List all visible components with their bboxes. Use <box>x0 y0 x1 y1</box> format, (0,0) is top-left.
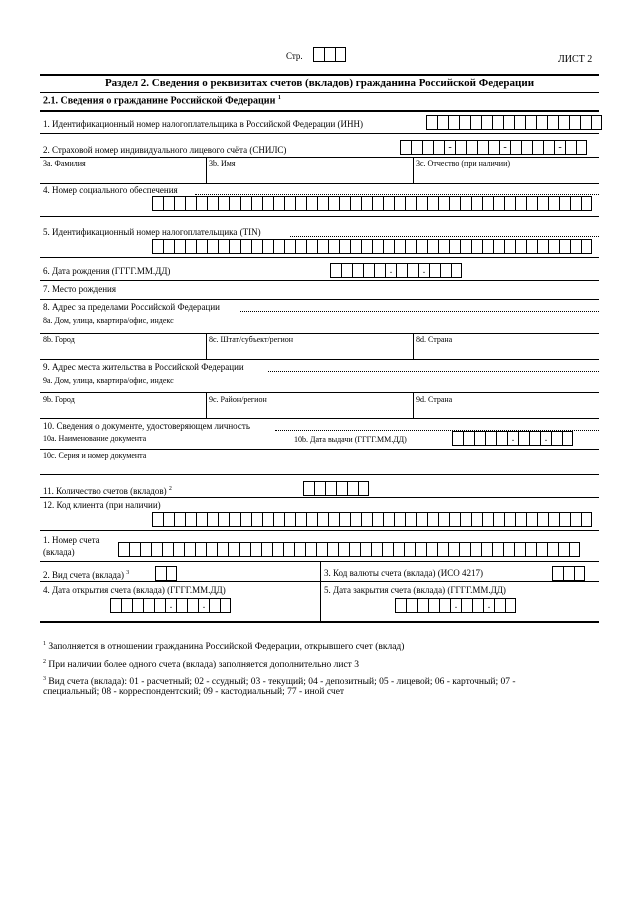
footnote-3: $^3$ Вид счета (вклада): 01 - расчетный; 02 - ссудный; 03 - текущий; 04 - депозитный; 05 - лицевой; 06 - карточный; 07 - <box>43 676 516 688</box>
inn-cells[interactable] <box>426 115 602 130</box>
footnote-2: $^2$ При наличии более одного счета (вклада) заполняется дополнительно лист 3 <box>43 659 359 671</box>
page-number-label: Стр. <box>286 51 303 61</box>
inn-label: 1. Идентификационный номер налогоплательщика в Российской Федерации (ИНН) <box>43 119 364 129</box>
foreign-city-label: 8b. Город <box>43 335 75 344</box>
social-security-cells[interactable] <box>152 196 592 211</box>
account-type-cells[interactable] <box>155 566 177 581</box>
snils-label: 2. Страховой номер индивидуального лицевого счёта (СНИЛС) <box>43 145 287 155</box>
ru-country-label: 9d. Страна <box>416 395 453 404</box>
id-document-label: 10. Сведения о документе, удостоверяющем личность <box>43 421 250 431</box>
ru-region-label: 9c. Район/регион <box>209 395 267 404</box>
subsection-title: 2.1. Сведения о гражданине Российской Федерации $^1$ <box>43 95 281 107</box>
currency-code-cells[interactable] <box>552 566 585 581</box>
client-code-label: 12. Код клиента (при наличии) <box>43 500 161 510</box>
tin-label: 5. Идентификационный номер налогоплательщика (TIN) <box>43 227 261 237</box>
doc-issue-date-label: 10b. Дата выдачи (ГГГГ.ММ.ДД) <box>294 435 407 444</box>
account-number-label: 1. Номер счета <box>43 535 100 545</box>
dob-cells[interactable]: . . <box>330 263 462 278</box>
account-number-cells[interactable] <box>118 542 580 557</box>
foreign-country-label: 8d. Страна <box>416 335 453 344</box>
client-code-cells[interactable] <box>152 512 592 527</box>
doc-number-label: 10c. Серия и номер документа <box>43 451 147 460</box>
open-date-label: 4. Дата открытия счета (вклада) (ГГГГ.ММ.ДД) <box>43 585 226 595</box>
account-type-label: 2. Вид счета (вклада) $^3$ <box>43 570 130 580</box>
foreign-address-label: 8. Адрес за пределами Российской Федерации <box>43 302 220 312</box>
ru-street-label: 9a. Дом, улица, квартира/офис, индекс <box>43 376 174 385</box>
social-security-label: 4. Номер социального обеспечения <box>43 185 178 195</box>
foreign-street-label: 8a. Дом, улица, квартира/офис, индекс <box>43 316 174 325</box>
account-count-label: 11. Количество счетов (вкладов) $^2$ <box>43 486 172 496</box>
doc-issue-date-cells[interactable]: . . <box>452 431 573 446</box>
foreign-region-label: 8c. Штат/субъект/регион <box>209 335 294 344</box>
doc-name-label: 10a. Наименование документа <box>43 434 147 443</box>
footnote-3-cont: специальный; 08 - корреспондентский; 09 - кастодиальный; 77 - иной счет <box>43 687 345 697</box>
sheet-label: ЛИСТ 2 <box>558 54 593 65</box>
account-number-label-2: (вклада) <box>43 547 75 557</box>
surname-label: 3a. Фамилия <box>43 159 86 168</box>
currency-code-label: 3. Код валюты счета (вклада) (ИСО 4217) <box>324 568 483 578</box>
snils-cells[interactable]: - - - <box>400 140 587 155</box>
birthplace-label: 7. Место рождения <box>43 284 117 294</box>
ru-city-label: 9b. Город <box>43 395 75 404</box>
ru-address-label: 9. Адрес места жительства в Российской Федерации <box>43 362 244 372</box>
footnote-1: $^1$ Заполняется в отношении гражданина Российской Федерации, открывшего счет (вклад) <box>43 641 405 653</box>
close-date-cells[interactable]: . . <box>395 598 516 613</box>
close-date-label: 5. Дата закрытия счета (вклада) (ГГГГ.ММ.ДД) <box>324 585 506 595</box>
open-date-cells[interactable]: . . <box>110 598 231 613</box>
page-number-cells[interactable] <box>313 47 346 62</box>
dob-label: 6. Дата рождения (ГГГГ.ММ.ДД) <box>43 266 171 276</box>
account-count-cells[interactable] <box>303 481 369 496</box>
tin-cells[interactable] <box>152 239 592 254</box>
name-label: 3b. Имя <box>209 159 236 168</box>
section-title: Раздел 2. Сведения о реквизитах счетов (вкладов) гражданина Российской Федерации <box>104 77 535 89</box>
patronymic-label: 3c. Отчество (при наличии) <box>416 159 511 168</box>
